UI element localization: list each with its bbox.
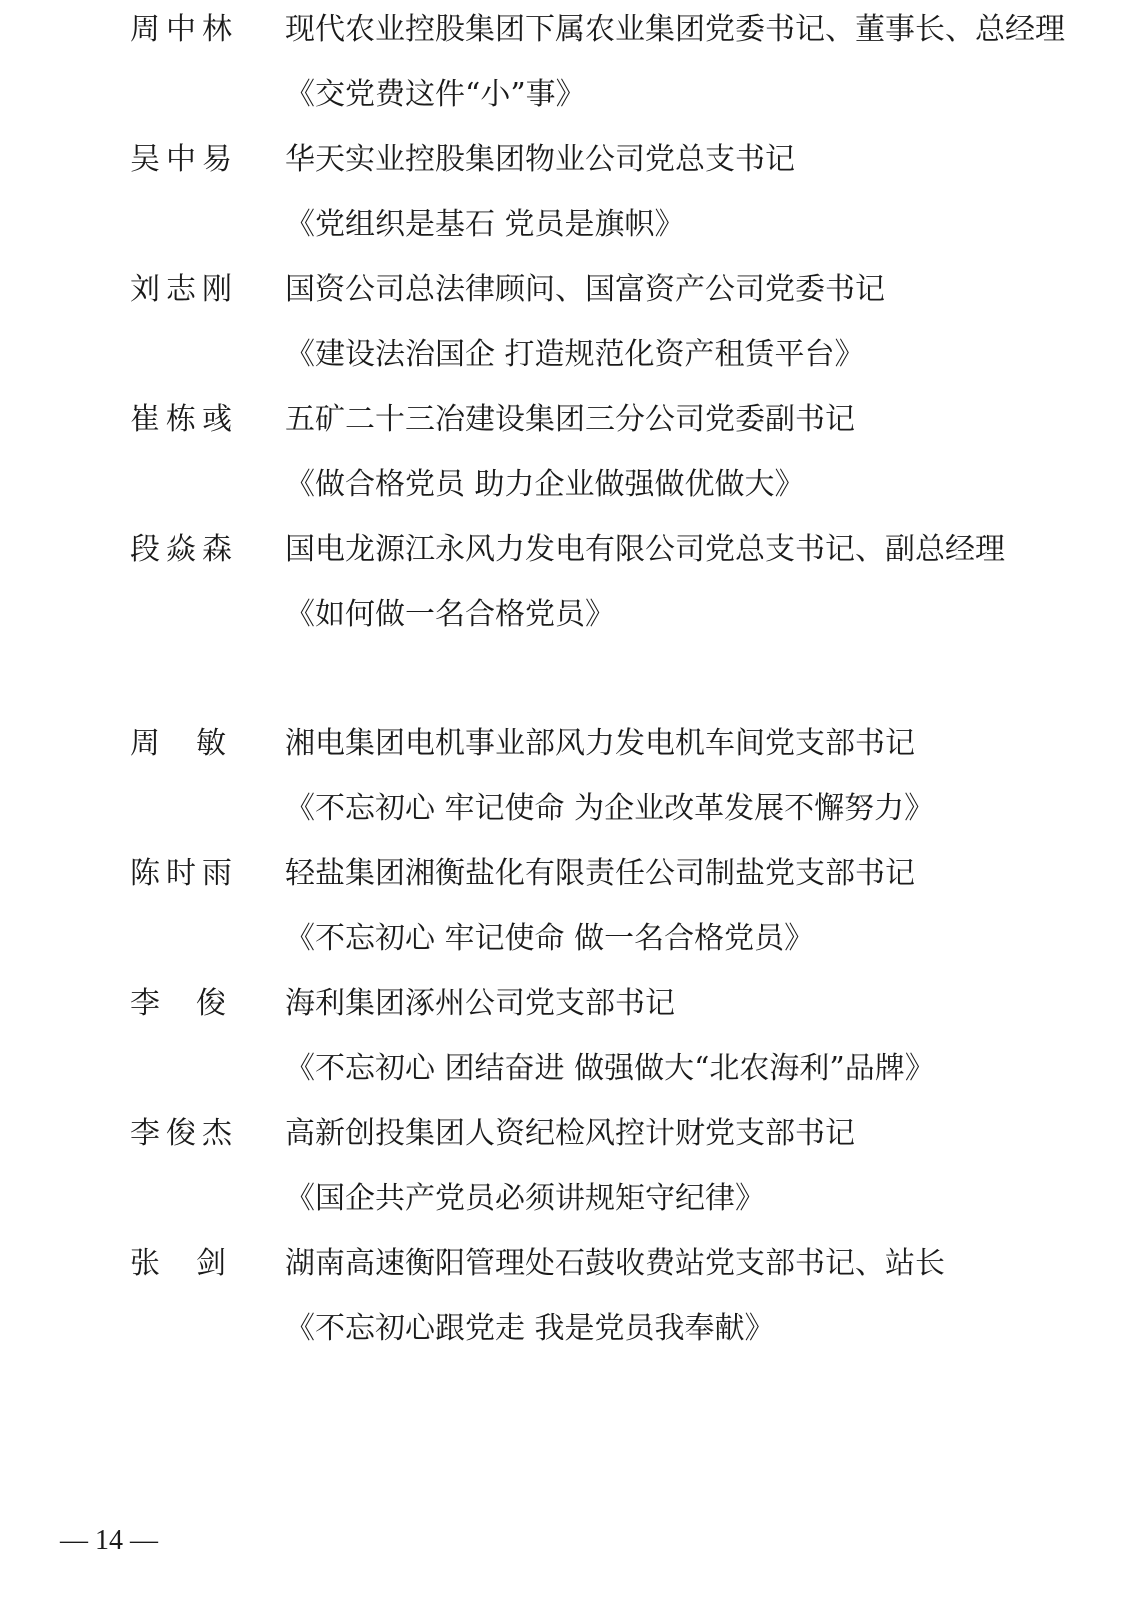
entry-role: 华天实业控股集团物业公司党总支书记 — [285, 142, 795, 177]
entry-name: 李俊杰 — [130, 1116, 238, 1151]
entry-role: 高新创投集团人资纪检风控计财党支部书记 — [285, 1116, 855, 1151]
entry-speech-title: 《交党费这件“小”事》 — [285, 77, 586, 112]
entry-role: 海利集团涿州公司党支部书记 — [285, 986, 675, 1021]
entry-name — [130, 726, 230, 762]
entry-role: 湘电集团电机事业部风力发电机车间党支部书记 — [285, 726, 915, 761]
entry-name: 刘志刚 — [130, 272, 238, 307]
entry-name — [130, 1246, 230, 1282]
entry-name-char: 剑 — [196, 1246, 226, 1281]
entry-role: 现代农业控股集团下属农业集团党委书记、董事长、总经理 — [285, 12, 1065, 47]
entry-speech-title: 《做合格党员 助力企业做强做优做大》 — [285, 467, 805, 502]
entry-role: 国资公司总法律顾问、国富资产公司党委书记 — [285, 272, 885, 307]
entry-speech-title: 《不忘初心 牢记使命 为企业改革发展不懈努力》 — [285, 791, 935, 826]
entry-role: 五矿二十三冶建设集团三分公司党委副书记 — [285, 402, 855, 437]
entry-name — [130, 986, 230, 1022]
entry-role: 湖南高速衡阳管理处石鼓收费站党支部书记、站长 — [285, 1246, 945, 1281]
entry-name-char: 张 — [130, 1246, 160, 1281]
page-number: — 14 — — [60, 1525, 158, 1556]
entry-name-char: 敏 — [196, 726, 226, 761]
entry-name: 吴中易 — [130, 142, 238, 177]
entry-name: 周中林 — [130, 12, 238, 47]
entry-speech-title: 《国企共产党员必须讲规矩守纪律》 — [285, 1181, 765, 1216]
entry-speech-title: 《不忘初心 牢记使命 做一名合格党员》 — [285, 921, 815, 956]
entry-speech-title: 《建设法治国企 打造规范化资产租赁平台》 — [285, 337, 865, 372]
entry-role: 国电龙源江永风力发电有限公司党总支书记、副总经理 — [285, 532, 1005, 567]
entry-name-char: 李 — [130, 986, 160, 1021]
entry-name-char: 俊 — [196, 986, 226, 1021]
entry-name-char: 周 — [130, 726, 160, 761]
entry-name: 崔栋彧 — [130, 402, 238, 437]
entry-speech-title: 《不忘初心跟党走 我是党员我奉献》 — [285, 1311, 775, 1346]
entry-name: 段焱森 — [130, 532, 238, 567]
entry-speech-title: 《不忘初心 团结奋进 做强做大“北农海利”品牌》 — [285, 1051, 935, 1086]
entry-speech-title: 《如何做一名合格党员》 — [285, 597, 615, 632]
entry-name: 陈时雨 — [130, 856, 238, 891]
entry-speech-title: 《党组织是基石 党员是旗帜》 — [285, 207, 685, 242]
entry-role: 轻盐集团湘衡盐化有限责任公司制盐党支部书记 — [285, 856, 915, 891]
